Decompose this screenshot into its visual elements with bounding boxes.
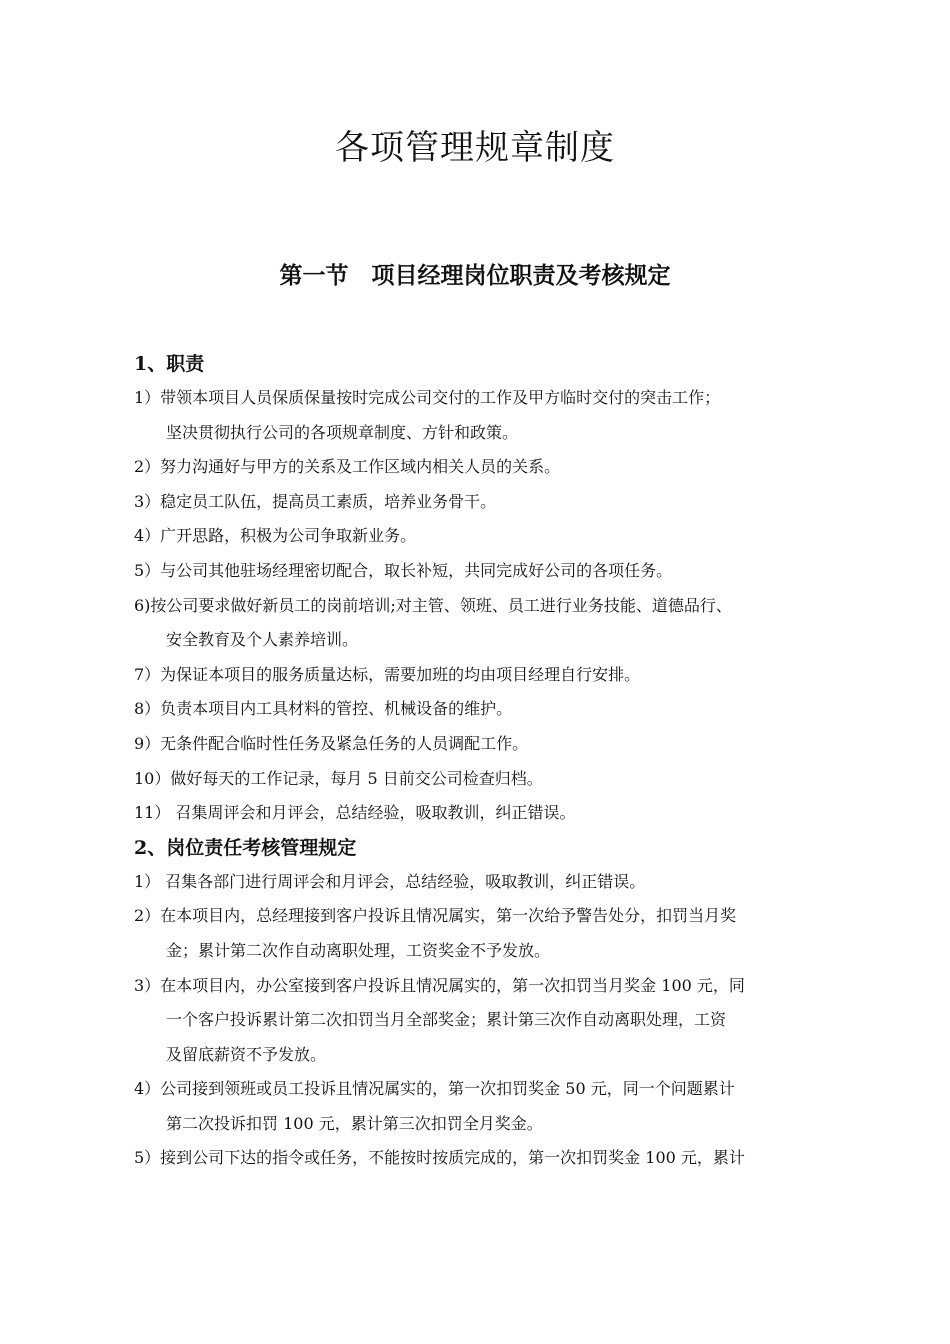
item-text: 4）公司接到领班或员工投诉且情况属实的，第一次扣罚奖金 50 元，同一个问题累计 xyxy=(134,1079,735,1099)
item-text: 1）带领本项目人员保质保量按时完成公司交付的工作及甲方临时交付的突击工作； xyxy=(134,388,721,407)
item-text: 4）广开思路，积极为公司争取新业务。 xyxy=(134,526,417,546)
list-item xyxy=(134,1141,834,1176)
item-text: 3）稳定员工队伍，提高员工素质，培养业务骨干。 xyxy=(134,491,497,511)
item-text: 11） 召集周评会和月评会，总结经验，吸取教训，纠正错误。 xyxy=(134,803,576,823)
item-continuation: 金；累计第二次作自动离职处理，工资奖金不予发放。 xyxy=(166,940,551,960)
item-text: 9）无条件配合临时性任务及紧急任务的人员调配工作。 xyxy=(134,733,529,753)
item-text: 5）与公司其他驻场经理密切配合，取长补短，共同完成好公司的各项任务。 xyxy=(134,560,673,580)
list-item xyxy=(134,969,834,1073)
list-item xyxy=(134,899,834,968)
list-item xyxy=(134,554,834,589)
list-item xyxy=(134,589,834,658)
part2-heading: 2、岗位责任考核管理规定 xyxy=(134,836,357,859)
item-text: 1） 召集各部门进行周评会和月评会，总结经验，吸取教训，纠正错误。 xyxy=(134,871,646,891)
item-text: 2）努力沟通好与甲方的关系及工作区域内相关人员的关系。 xyxy=(134,457,561,477)
list-item xyxy=(134,450,834,485)
item-continuation: 一个客户投诉累计第二次扣罚当月全部奖金；累计第三次作自动离职处理，工资 xyxy=(166,1010,727,1030)
list-item xyxy=(134,692,834,727)
item-text: 8）负责本项目内工具材料的管控、机械设备的维护。 xyxy=(134,699,513,719)
item-continuation: 坚决贯彻执行公司的各项规章制度、方针和政策。 xyxy=(166,422,519,442)
document-body xyxy=(134,347,834,1176)
list-item xyxy=(134,658,834,693)
list-item xyxy=(134,1072,834,1141)
item-text: 2）在本项目内，总经理接到客户投诉且情况属实，第一次给予警告处分，扣罚当月奖 xyxy=(134,906,737,926)
list-item xyxy=(134,381,834,450)
section-title: 第一节 项目经理岗位职责及考核规定 xyxy=(279,262,671,289)
part1-heading: 1、职责 xyxy=(134,353,205,375)
item-continuation: 安全教育及个人素养培训。 xyxy=(166,630,359,650)
list-item xyxy=(134,762,834,797)
list-item xyxy=(134,519,834,554)
list-item xyxy=(134,727,834,762)
item-text: 7）为保证本项目的服务质量达标，需要加班的均由项目经理自行安排。 xyxy=(134,664,641,684)
item-continuation: 第二次投诉扣罚 100 元，累计第三次扣罚全月奖金。 xyxy=(166,1113,543,1133)
item-continuation: 及留底薪资不予发放。 xyxy=(166,1044,327,1064)
item-text: 5）接到公司下达的指令或任务，不能按时按质完成的，第一次扣罚奖金 100 元，累计 xyxy=(134,1148,745,1168)
list-item xyxy=(134,796,834,831)
list-item xyxy=(134,485,834,520)
item-text: 10）做好每天的工作记录，每月 5 日前交公司检查归档。 xyxy=(134,768,543,788)
item-text: 6)按公司要求做好新员工的岗前培训;对主管、领班、员工进行业务技能、道德品行、 xyxy=(134,595,732,615)
item-text: 3）在本项目内，办公室接到客户投诉且情况属实的，第一次扣罚当月奖金 100 元，同 xyxy=(134,975,745,995)
document-title: 各项管理规章制度 xyxy=(335,128,615,168)
list-item xyxy=(134,865,834,900)
